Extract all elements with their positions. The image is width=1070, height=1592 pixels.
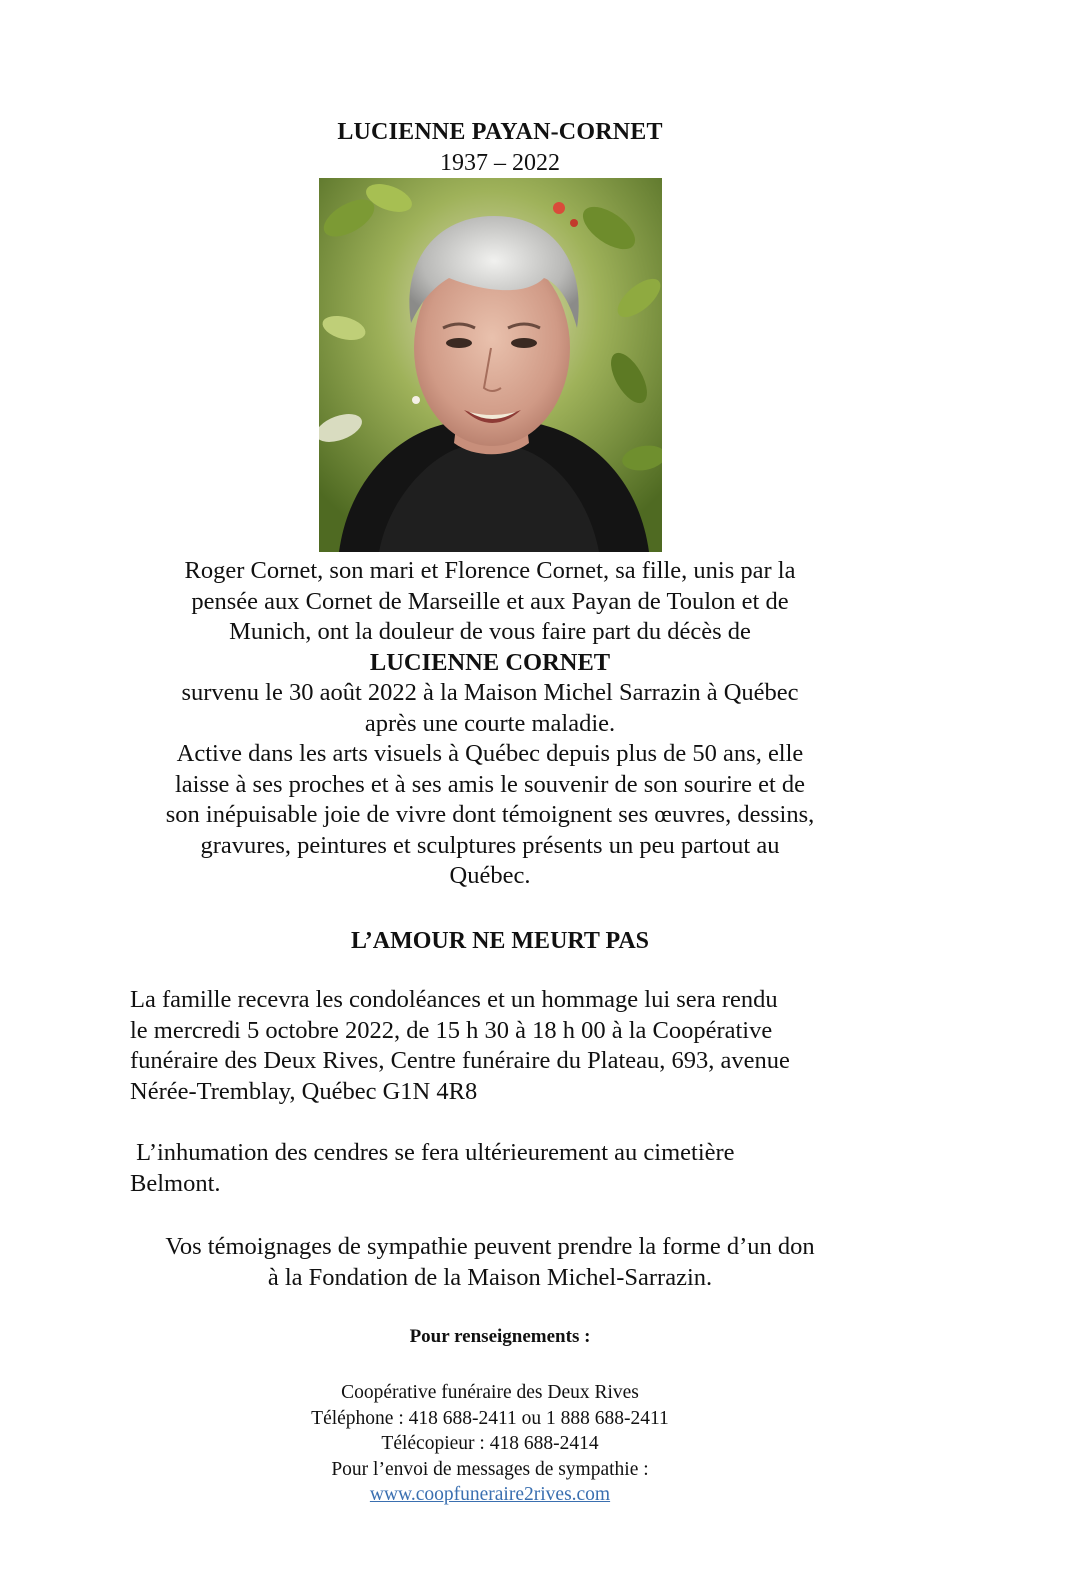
motto-heading: L’AMOUR NE MEURT PAS [350,928,650,954]
info-heading: Pour renseignements : [409,1326,591,1347]
contact-block [120,1380,860,1508]
sympathy-paragraph [120,1232,860,1293]
inhumation-line: Belmont. [130,1169,221,1197]
family-line: le mercredi 5 octobre 2022, de 15 h 30 à 18 h 00 à la Coopérative [130,1016,773,1044]
sympathy-line: Vos témoignages de sympathie peuvent prendre la forme d’un don [165,1233,815,1260]
announcement-line: Munich, ont la douleur de vous faire part du décès de [229,618,751,645]
portrait-photo [319,178,662,552]
fax-line: Télécopieur : 418 688-2414 [381,1433,599,1454]
website-link[interactable]: www.coopfuneraire2rives.com [369,1484,611,1505]
family-line: La famille recevra les condoléances et un hommage lui sera rendu [130,986,778,1013]
family-line: Nérée-Tremblay, Québec G1N 4R8 [130,1077,478,1105]
announcement-line: pensée aux Cornet de Marseille et aux Payan de Toulon et de [191,587,789,615]
life-years: 1937 – 2022 [440,150,560,176]
family-line: funéraire des Deux Rives, Centre funéraire du Plateau, 693, avenue [130,1047,790,1074]
company-name: Coopérative funéraire des Deux Rives [341,1382,639,1403]
deceased-name: LUCIENNE CORNET [369,648,611,676]
announcement-line: après une courte maladie. [364,709,616,737]
announcement-line: survenu le 30 août 2022 à la Maison Michel Sarrazin à Québec [181,679,799,706]
sympathy-line: à la Fondation de la Maison Michel-Sarrazin. [267,1263,713,1291]
announcement-line: Québec. [449,862,531,889]
announcement-paragraph [125,556,855,892]
family-paragraph [130,985,890,1107]
announcement-line: Roger Cornet, son mari et Florence Cornet, sa fille, unis par la [184,557,796,584]
inhumation-paragraph [130,1138,890,1199]
messages-line: Pour l’envoi de messages de sympathie : [331,1458,649,1480]
announcement-line: son inépuisable joie de vivre dont témoignent ses œuvres, dessins, [165,801,815,828]
deceased-full-name: LUCIENNE PAYAN-CORNET [337,119,663,145]
announcement-line: Active dans les arts visuels à Québec depuis plus de 50 ans, elle [176,740,804,767]
announcement-line: gravures, peintures et sculptures présents un peu partout au [200,831,780,859]
announcement-line: laisse à ses proches et à ses amis le souvenir de son sourire et de [174,770,805,798]
phone-line: Téléphone : 418 688-2411 ou 1 888 688-2411 [311,1407,669,1429]
inhumation-line: L’inhumation des cendres se fera ultérieurement au cimetière [130,1139,735,1166]
